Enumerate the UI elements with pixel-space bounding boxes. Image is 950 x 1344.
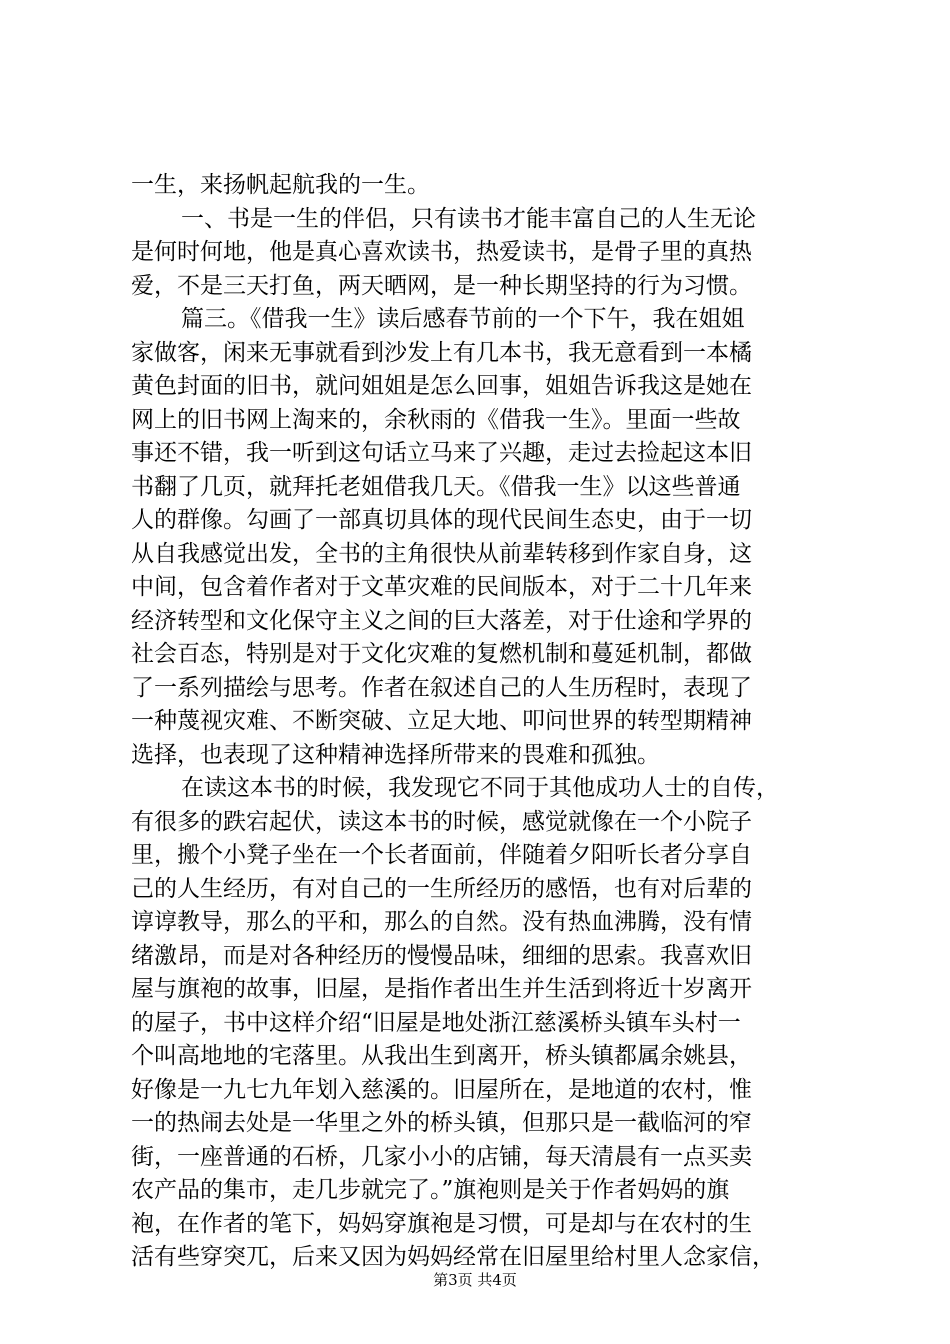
text-line: 选择，也表现了这种精神选择所带来的畏难和孤独。 xyxy=(131,741,660,768)
text-line: 活有些穿突兀，后来又因为妈妈经常在旧屋里给村里人念家信， xyxy=(131,1244,775,1270)
text-line: 农产品的集市，走几步就完了。”旗袍则是关于作者妈妈的旗 xyxy=(131,1177,730,1203)
text-line: 书翻了几页，就拜托老姐借我几天。《借我一生》以这些普通 xyxy=(131,473,741,500)
text-line: 屋与旗袍的故事，旧屋，是指作者出生并生活到将近十岁离开 xyxy=(131,976,752,1002)
text-line: 从自我感觉出发，全书的主角很快从前辈转移到作家自身，这 xyxy=(131,540,752,567)
text-line: 一、书是一生的伴侣，只有读书才能丰富自己的人生无论 xyxy=(181,205,756,232)
text-line: 绪激昂，而是对各种经历的慢慢品味，细细的思索。我喜欢旧 xyxy=(131,942,752,969)
body-text xyxy=(131,169,831,1275)
text-line: 有很多的跌宕起伏，读这本书的时候，感觉就像在一个小院子 xyxy=(131,808,752,835)
text-line: 好像是一九七九年划入慈溪的。旧屋所在，是地道的农村，惟 xyxy=(131,1076,752,1103)
text-line: 一生，来扬帆起航我的一生。 xyxy=(131,172,430,198)
text-line: 一的热闹去处是一华里之外的桥头镇，但那只是一截临河的窄 xyxy=(131,1110,752,1136)
text-line: 社会百态，特别是对于文化灾难的复燃机制和蔓延机制，都做 xyxy=(131,641,752,667)
text-line: 黄色封面的旧书，就问姐姐是怎么回事，姐姐告诉我这是她在 xyxy=(131,373,752,399)
text-line: 经济转型和文化保守主义之间的巨大落差，对于仕途和学界的 xyxy=(131,607,752,634)
page-number-label: 第3页 共4页 xyxy=(433,1271,517,1289)
text-line: 中间，包含着作者对于文革灾难的民间版本，对于二十几年来 xyxy=(131,574,752,600)
text-line: 爱，不是三天打鱼，两天晒网，是一种长期坚持的行为习惯。 xyxy=(131,272,752,299)
text-line: 己的人生经历，有对自己的一生所经历的感悟，也有对后辈的 xyxy=(131,875,752,902)
text-line: 一种蔑视灾难、不断突破、立足大地、叩问世界的转型期精神 xyxy=(131,708,752,734)
text-line: 街，一座普通的石桥，几家小小的店铺，每天清晨有一点买卖 xyxy=(131,1143,752,1170)
text-line: 里，搬个小凳子坐在一个长者面前，伴随着夕阳听长者分享自 xyxy=(131,842,752,868)
text-line: 网上的旧书网上淘来的，余秋雨的《借我一生》。里面一些故 xyxy=(131,406,741,433)
text-line: 篇三。《借我一生》读后感春节前的一个下午，我在姐姐 xyxy=(181,306,745,332)
text-line: 是何时何地，他是真心喜欢读书，热爱读书，是骨子里的真热 xyxy=(131,239,752,265)
text-line: 了一系列描绘与思考。作者在叙述自己的人生历程时，表现了 xyxy=(131,674,752,701)
text-line: 个叫高地地的宅落里。从我出生到离开，桥头镇都属余姚县， xyxy=(131,1043,752,1069)
text-line: 家做客，闲来无事就看到沙发上有几本书，我无意看到一本橘 xyxy=(131,339,752,366)
text-line: 在读这本书的时候，我发现它不同于其他成功人士的自传， xyxy=(181,775,779,801)
text-line: 事还不错，我一听到这句话立马来了兴趣，走过去捡起这本旧 xyxy=(131,440,752,466)
text-line: 谆谆教导，那么的平和，那么的自然。没有热血沸腾，没有情 xyxy=(131,909,752,935)
text-line: 人的群像。勾画了一部真切具体的现代民间生态史，由于一切 xyxy=(131,507,752,533)
page-footer xyxy=(0,1270,950,1290)
text-line: 袍，在作者的笔下，妈妈穿旗袍是习惯，可是却与在农村的生 xyxy=(131,1210,752,1237)
text-line: 的屋子，书中这样介绍“旧屋是地处浙江慈溪桥头镇车头村一 xyxy=(131,1009,741,1036)
